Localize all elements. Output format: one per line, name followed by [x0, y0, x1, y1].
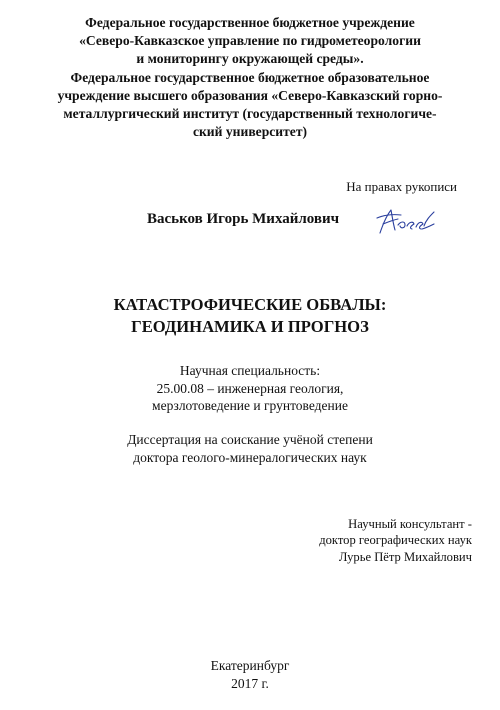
institution-line: Федеральное государственное бюджетное учреждение — [85, 15, 415, 30]
institution-line: и мониторингу окружающей среды». — [136, 51, 364, 67]
consultant-block — [319, 516, 472, 565]
handwritten-signature — [374, 206, 436, 236]
dissertation-title — [0, 294, 500, 338]
consultant-line: Научный консультант - — [348, 517, 472, 531]
institution-line: учреждение высшего образования «Северо-Кавказский горно- — [57, 87, 443, 103]
title-line: ГЕОДИНАМИКА И ПРОГНОЗ — [131, 317, 369, 336]
degree-block — [0, 431, 500, 466]
degree-line: Диссертация на соискание учёной степени — [127, 432, 373, 447]
specialty-block — [0, 362, 500, 415]
footer-city: Екатеринбург — [210, 658, 290, 673]
institution-line: металлургический институт (государственный технологиче- — [63, 106, 437, 122]
footer-block — [0, 657, 500, 692]
specialty-line: мерзлотоведение и грунтоведение — [152, 398, 348, 413]
title-line: КАТАСТРОФИЧЕСКИЕ ОБВАЛЫ: — [113, 295, 387, 314]
institution-line: Федеральное государственное бюджетное образовательное — [70, 69, 430, 85]
specialty-line: 25.00.08 – инженерная геология, — [156, 380, 344, 396]
author-name: Васьков Игорь Михайлович — [147, 211, 340, 227]
institution-line: ский университет) — [192, 124, 308, 140]
institution-header — [0, 14, 500, 141]
specialty-line: Научная специальность: — [179, 363, 321, 378]
author-row — [0, 206, 500, 232]
footer-year: 2017 г. — [231, 675, 269, 691]
degree-line: доктора геолого-минералогических наук — [133, 449, 367, 465]
consultant-line: доктор географических наук — [319, 533, 472, 548]
institution-line: «Северо-Кавказское управление по гидрометеорологии — [79, 33, 421, 49]
consultant-line: Лурье Пётр Михайлович — [338, 549, 472, 564]
manuscript-note: На правах рукописи — [346, 179, 457, 194]
